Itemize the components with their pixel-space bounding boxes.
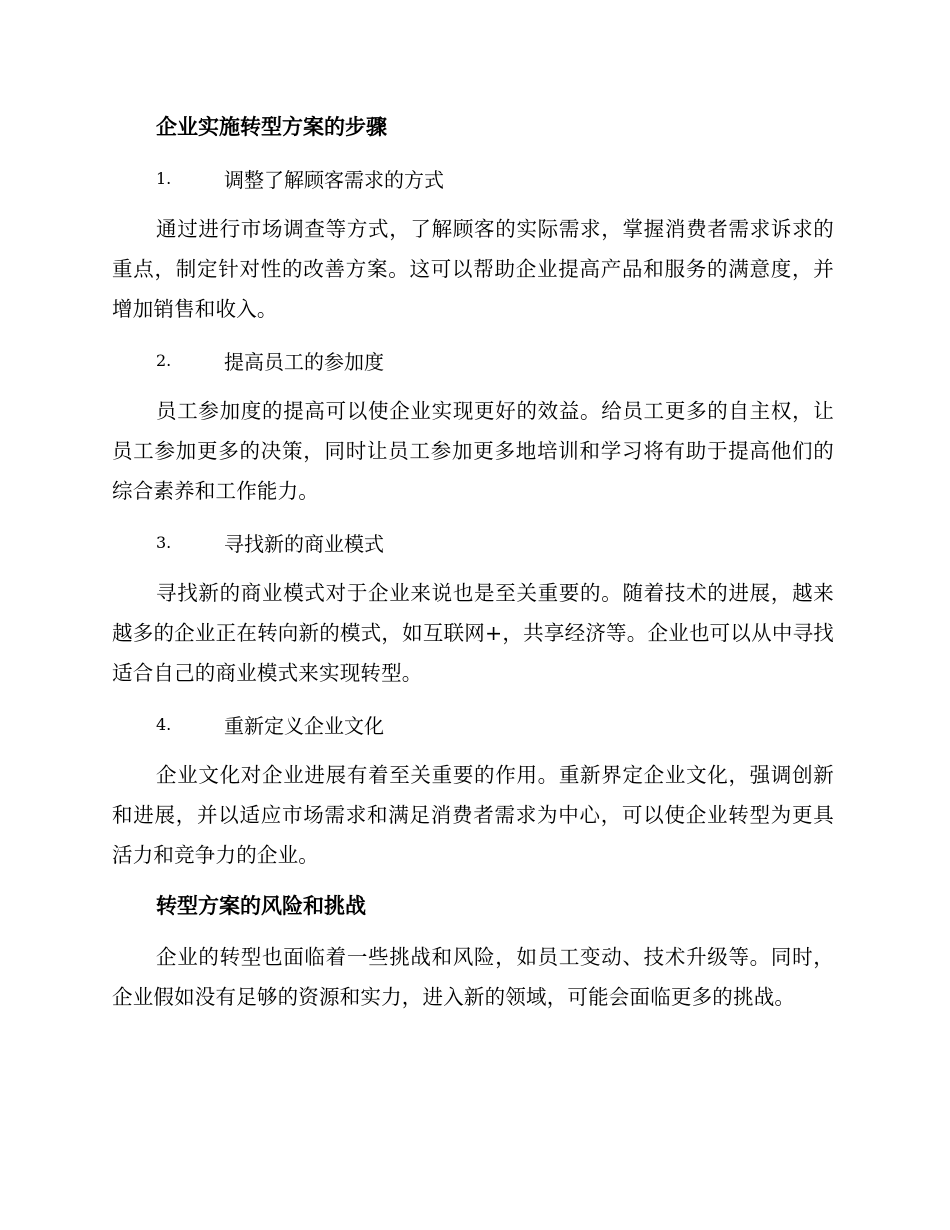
section-heading-risks: 转型方案的风险和挑战 — [156, 894, 366, 918]
step-title: 提高员工的参加度 — [224, 349, 384, 374]
risks-paragraph: 企业的转型也面临着一些挑战和风险，如员工变动、技术升级等。同时，企业假如没有足够的资源和实力，进入新的领域，可能会面临更多的挑战。 — [112, 945, 834, 1009]
document-page — [112, 107, 834, 1028]
step-title: 寻找新的商业模式 — [224, 531, 384, 556]
step-paragraph-2: 员工参加度的提高可以使企业实现更好的效益。给员工更多的自主权，让员工参加更多的决策，同时让员工参加更多地培训和学习将有助于提高他们的综合素养和工作能力。 — [112, 399, 834, 503]
step-number: 2. — [156, 350, 172, 370]
step-heading-4 — [112, 704, 834, 744]
section-heading-steps: 企业实施转型方案的步骤 — [156, 115, 387, 139]
step-paragraph-1: 通过进行市场调查等方式，了解顾客的实际需求，掌握消费者需求诉求的重点，制定针对性的改善方案。这可以帮助企业提高产品和服务的满意度，并增加销售和收入。 — [112, 217, 834, 321]
step-number: 4. — [156, 714, 172, 734]
step-heading-2 — [112, 340, 834, 380]
step-number: 3. — [156, 532, 172, 552]
step-title: 调整了解顾客需求的方式 — [224, 167, 444, 192]
step-number: 1. — [156, 168, 172, 188]
step-heading-1 — [112, 158, 834, 198]
step-paragraph-3: 寻找新的商业模式对于企业来说也是至关重要的。随着技术的进展，越来越多的企业正在转向新的模式，如互联网+，共享经济等。企业也可以从中寻找适合自己的商业模式来实现转型。 — [112, 581, 834, 685]
step-heading-3 — [112, 522, 834, 562]
step-paragraph-4: 企业文化对企业进展有着至关重要的作用。重新界定企业文化，强调创新和进展，并以适应市场需求和满足消费者需求为中心，可以使企业转型为更具活力和竞争力的企业。 — [112, 763, 834, 867]
step-title: 重新定义企业文化 — [224, 713, 384, 738]
